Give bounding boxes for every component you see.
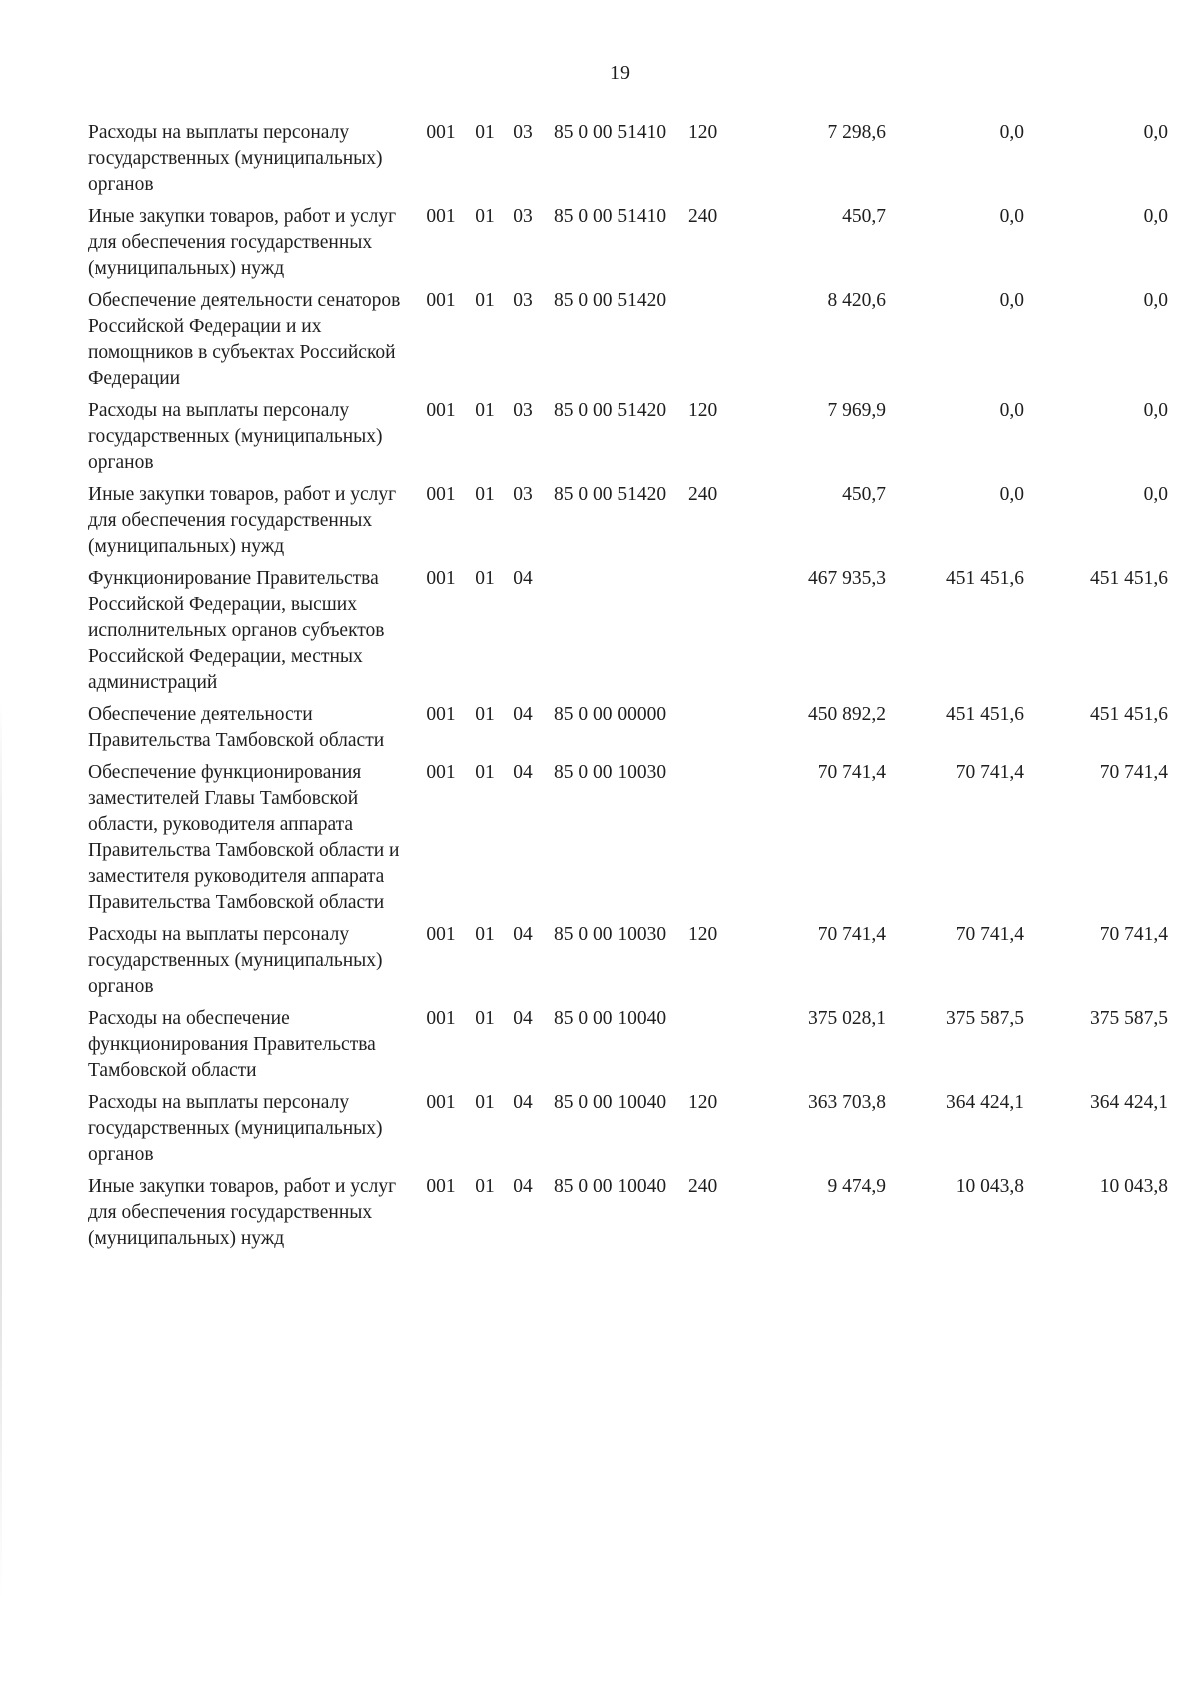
- target-article-cell: 85 0 00 51420: [554, 290, 667, 311]
- amount-year1-cell: 70 741,4: [817, 762, 886, 783]
- expense-type-cell: [688, 760, 742, 922]
- amount-year3-cell: 0,0: [1143, 484, 1168, 505]
- amount-year2-cell: 10 043,8: [955, 1176, 1024, 1197]
- table-row: [88, 1006, 1168, 1090]
- subsection-code-cell: 04: [513, 1008, 533, 1029]
- expense-type-cell: 120: [688, 924, 718, 945]
- table-row: [88, 566, 1168, 702]
- amount-year3-cell: 0,0: [1143, 290, 1168, 311]
- subsection-code-cell: 03: [513, 484, 533, 505]
- amount-year2-cell: 451 451,6: [946, 704, 1024, 725]
- expense-name-cell: Расходы на выплаты персоналу государственных (муниципальных) органов: [88, 122, 383, 195]
- expense-name-cell: Функционирование Правительства Российской Федерации, высших исполнительных органов субъектов Российской Федерации, местных администраций: [88, 568, 385, 693]
- expense-type-cell: [688, 566, 742, 702]
- section-code-cell: 01: [475, 122, 495, 143]
- amount-year2-cell: 0,0: [999, 400, 1024, 421]
- table-body: [88, 120, 1168, 1258]
- section-code-cell: 01: [475, 568, 495, 589]
- amount-year1-cell: 467 935,3: [808, 568, 886, 589]
- amount-year3-cell: 10 043,8: [1099, 1176, 1168, 1197]
- table-row: [88, 702, 1168, 760]
- section-code-cell: 01: [475, 762, 495, 783]
- amount-year2-cell: 364 424,1: [946, 1092, 1024, 1113]
- amount-year1-cell: 363 703,8: [808, 1092, 886, 1113]
- target-article-cell: 85 0 00 51420: [554, 400, 667, 421]
- amount-year1-cell: 7 969,9: [827, 400, 886, 421]
- amount-year1-cell: 7 298,6: [827, 122, 886, 143]
- expense-name-cell: Иные закупки товаров, работ и услуг для обеспечения государственных (муниципальных) нужд: [88, 484, 397, 557]
- expense-name-cell: Расходы на выплаты персоналу государственных (муниципальных) органов: [88, 1092, 383, 1165]
- scan-edge-shadow: [0, 700, 2, 1600]
- amount-year3-cell: 451 451,6: [1090, 568, 1168, 589]
- subsection-code-cell: 03: [513, 400, 533, 421]
- expense-type-cell: [688, 1006, 742, 1090]
- amount-year3-cell: 0,0: [1143, 400, 1168, 421]
- target-article-cell: 85 0 00 10040: [554, 1176, 667, 1197]
- section-code-cell: 01: [475, 704, 495, 725]
- amount-year1-cell: 70 741,4: [817, 924, 886, 945]
- expense-name-cell: Расходы на выплаты персоналу государственных (муниципальных) органов: [88, 400, 383, 473]
- amount-year3-cell: 0,0: [1143, 206, 1168, 227]
- amount-year2-cell: 0,0: [999, 290, 1024, 311]
- expense-name-cell: Обеспечение функционирования заместителей Главы Тамбовской области, руководителя аппарата Правительства Тамбовской области и заместителя руководителя аппарата Правительства Тамбовской области: [88, 762, 400, 913]
- table-row: [88, 1174, 1168, 1258]
- section-code-cell: 01: [475, 206, 495, 227]
- section-code-cell: 01: [475, 1008, 495, 1029]
- expense-type-cell: 240: [688, 1176, 718, 1197]
- department-code-cell: 001: [426, 924, 456, 945]
- expense-type-cell: 120: [688, 400, 718, 421]
- amount-year1-cell: 450 892,2: [808, 704, 886, 725]
- table-row: [88, 922, 1168, 1006]
- expense-name-cell: Иные закупки товаров, работ и услуг для обеспечения государственных (муниципальных) нужд: [88, 206, 397, 279]
- expense-type-cell: 240: [688, 206, 718, 227]
- amount-year2-cell: 0,0: [999, 484, 1024, 505]
- section-code-cell: 01: [475, 400, 495, 421]
- subsection-code-cell: 03: [513, 290, 533, 311]
- department-code-cell: 001: [426, 400, 456, 421]
- target-article-cell: 85 0 00 10030: [554, 924, 667, 945]
- department-code-cell: 001: [426, 704, 456, 725]
- subsection-code-cell: 04: [513, 1176, 533, 1197]
- subsection-code-cell: 03: [513, 122, 533, 143]
- department-code-cell: 001: [426, 568, 456, 589]
- expense-name-cell: Иные закупки товаров, работ и услуг для обеспечения государственных (муниципальных) нужд: [88, 1176, 397, 1249]
- subsection-code-cell: 04: [513, 568, 533, 589]
- target-article-cell: [542, 566, 688, 702]
- amount-year1-cell: 8 420,6: [827, 290, 886, 311]
- expense-name-cell: Обеспечение деятельности Правительства Тамбовской области: [88, 704, 385, 751]
- section-code-cell: 01: [475, 290, 495, 311]
- table-row: [88, 204, 1168, 288]
- budget-expenditure-table: [88, 120, 1168, 1258]
- amount-year3-cell: 451 451,6: [1090, 704, 1168, 725]
- department-code-cell: 001: [426, 206, 456, 227]
- expense-name-cell: Расходы на обеспечение функционирования Правительства Тамбовской области: [88, 1008, 376, 1081]
- table-row: [88, 760, 1168, 922]
- amount-year3-cell: 70 741,4: [1099, 924, 1168, 945]
- expense-name-cell: Расходы на выплаты персоналу государственных (муниципальных) органов: [88, 924, 383, 997]
- section-code-cell: 01: [475, 1176, 495, 1197]
- amount-year2-cell: 0,0: [999, 122, 1024, 143]
- expense-type-cell: 240: [688, 484, 718, 505]
- section-code-cell: 01: [475, 1092, 495, 1113]
- amount-year3-cell: 0,0: [1143, 122, 1168, 143]
- department-code-cell: 001: [426, 484, 456, 505]
- department-code-cell: 001: [426, 762, 456, 783]
- department-code-cell: 001: [426, 122, 456, 143]
- expense-type-cell: 120: [688, 122, 718, 143]
- amount-year3-cell: 364 424,1: [1090, 1092, 1168, 1113]
- amount-year1-cell: 450,7: [842, 484, 886, 505]
- subsection-code-cell: 04: [513, 762, 533, 783]
- target-article-cell: 85 0 00 10040: [554, 1092, 667, 1113]
- table-row: [88, 482, 1168, 566]
- amount-year3-cell: 70 741,4: [1099, 762, 1168, 783]
- amount-year2-cell: 70 741,4: [955, 924, 1024, 945]
- target-article-cell: 85 0 00 51420: [554, 484, 667, 505]
- amount-year2-cell: 451 451,6: [946, 568, 1024, 589]
- target-article-cell: 85 0 00 10040: [554, 1008, 667, 1029]
- amount-year3-cell: 375 587,5: [1090, 1008, 1168, 1029]
- department-code-cell: 001: [426, 1092, 456, 1113]
- department-code-cell: 001: [426, 290, 456, 311]
- table-row: [88, 1090, 1168, 1174]
- target-article-cell: 85 0 00 00000: [554, 704, 667, 725]
- amount-year1-cell: 450,7: [842, 206, 886, 227]
- expense-type-cell: [688, 288, 742, 398]
- page-number: 19: [610, 62, 630, 84]
- amount-year2-cell: 70 741,4: [955, 762, 1024, 783]
- target-article-cell: 85 0 00 10030: [554, 762, 667, 783]
- amount-year1-cell: 375 028,1: [808, 1008, 886, 1029]
- table-row: [88, 288, 1168, 398]
- target-article-cell: 85 0 00 51410: [554, 206, 667, 227]
- section-code-cell: 01: [475, 924, 495, 945]
- subsection-code-cell: 04: [513, 704, 533, 725]
- amount-year2-cell: 375 587,5: [946, 1008, 1024, 1029]
- table-row: [88, 120, 1168, 204]
- department-code-cell: 001: [426, 1176, 456, 1197]
- section-code-cell: 01: [475, 484, 495, 505]
- table-row: [88, 398, 1168, 482]
- target-article-cell: 85 0 00 51410: [554, 122, 667, 143]
- department-code-cell: 001: [426, 1008, 456, 1029]
- subsection-code-cell: 04: [513, 1092, 533, 1113]
- amount-year1-cell: 9 474,9: [827, 1176, 886, 1197]
- expense-type-cell: [688, 702, 742, 760]
- subsection-code-cell: 03: [513, 206, 533, 227]
- subsection-code-cell: 04: [513, 924, 533, 945]
- expense-name-cell: Обеспечение деятельности сенаторов Российской Федерации и их помощников в субъектах Российской Федерации: [88, 290, 401, 389]
- expense-type-cell: 120: [688, 1092, 718, 1113]
- amount-year2-cell: 0,0: [999, 206, 1024, 227]
